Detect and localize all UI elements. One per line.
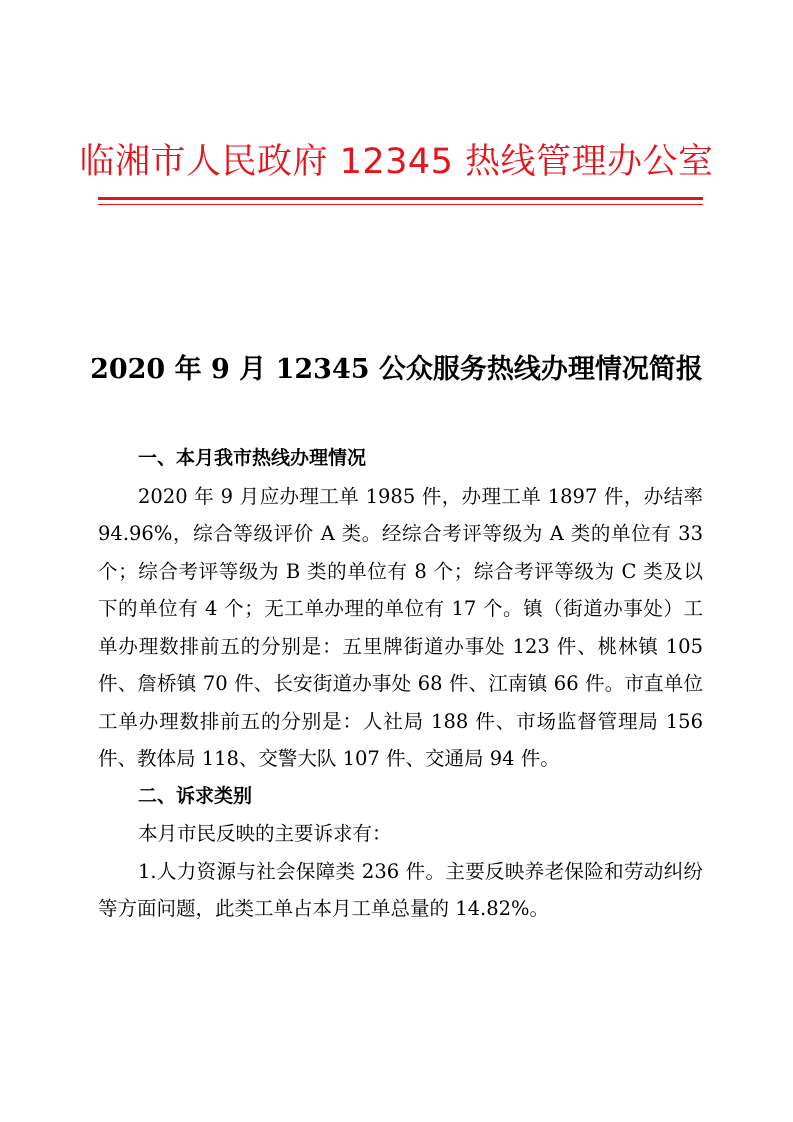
paragraph: 1.人力资源与社会保障类 236 件。主要反映养老保险和劳动纠纷等方面问题，此类工单占本月工单总量的 14.82%。 (98, 859, 703, 920)
document-body (98, 440, 703, 928)
masthead-title: 临湘市人民政府 12345 热线管理办公室 (79, 142, 714, 182)
document-title: 2020 年 9 月 12345 公众服务热线办理情况简报 (90, 354, 703, 385)
section-heading: 一、本月我市热线办理情况 (138, 447, 367, 469)
masthead-rule-thick (98, 197, 703, 200)
masthead-rule-thin (98, 204, 703, 205)
section-monthly-handling (98, 440, 703, 778)
paragraph: 2020 年 9 月应办理工单 1985 件，办理工单 1897 件，办结率 94.96%，综合等级评价 A 类。经综合考评等级为 A 类的单位有 33 个；综合考评等级为 B 类的单位有 8 个；综合考评等级为 C 类及以下的单位有 4 个；无工单办理的单位有 17 个。镇（街道办事处）工单办理数排前五的分别是：五里牌街道办事处 123 件、桃林镇 105 件、詹桥镇 70 件、长安街道办事处 68 件、江南镇 66 件。市直单位工单办理数排前五的分别是：人社局 188 件、市场监督管理局 156 件、教体局 118、交警大队 107 件、交通局 94 件。 (98, 484, 703, 770)
section-appeal-categories (98, 778, 703, 928)
paragraph: 本月市民反映的主要诉求有： (138, 822, 392, 845)
section-heading: 二、诉求类别 (138, 784, 253, 807)
